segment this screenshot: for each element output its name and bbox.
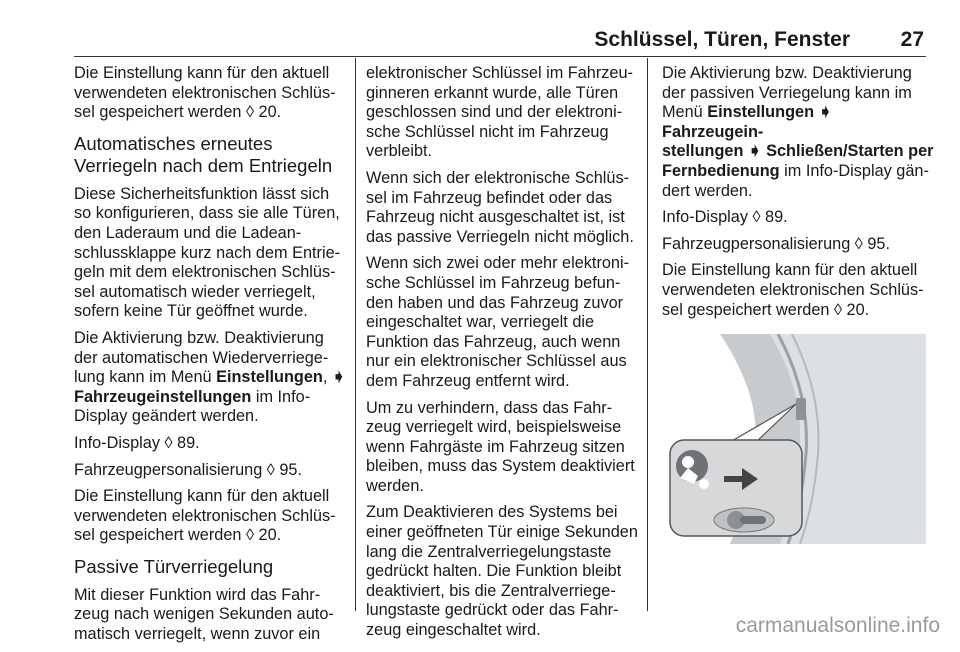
text-line: den haben und das Fahrzeug zuvor	[366, 293, 624, 312]
text-line: Info-Display ◊ 89.	[662, 208, 788, 227]
text-line: gedrückt halten. Die Funktion bleibt	[366, 562, 622, 581]
text-line: das passive Verriegeln nicht möglich.	[366, 227, 634, 246]
paragraph	[662, 235, 937, 255]
section-heading	[74, 556, 349, 578]
text-line: sel gespeichert werden ◊ 20.	[662, 300, 870, 319]
text-line: zeug verriegelt wird, beispielsweise	[366, 418, 622, 437]
text-line: sche Schlüssel im Fahrzeug befun-	[366, 273, 621, 292]
text-line: geln mit dem elektronischen Schlüs-	[74, 263, 336, 282]
paragraph	[74, 487, 349, 546]
text-line: sche Schlüssel nicht im Fahrzeug	[366, 122, 609, 141]
text-line: Fahrzeugpersonalisierung ◊ 95.	[662, 234, 890, 253]
text-line: bleiben, muss das System deaktiviert	[366, 457, 635, 476]
page-number: 27	[900, 28, 924, 51]
text-line: deaktiviert, bis die Zentralverriege-	[366, 581, 616, 600]
text-line: zeug nach wenigen Sekunden auto-	[74, 605, 334, 624]
paragraph	[366, 399, 641, 497]
paragraph	[366, 503, 641, 640]
text-line: sel automatisch wieder verriegelt,	[74, 282, 316, 301]
section-heading	[74, 133, 349, 177]
paragraph	[74, 434, 349, 454]
text-line: lung kann im Menü Einstellungen, ➧	[74, 368, 346, 387]
text-line: Die Aktivierung bzw. Deaktivierung	[662, 64, 912, 82]
text-line: stellungen ➧ Schließen/Starten per	[662, 142, 934, 161]
column-divider-1	[355, 58, 356, 611]
text-line: der automatischen Wiederverriege-	[74, 348, 329, 367]
column-divider-2	[647, 58, 648, 611]
text-line: Mit dieser Funktion wird das Fahr-	[74, 585, 321, 604]
paragraph	[74, 329, 349, 427]
text-line: Fahrzeugpersonalisierung ◊ 95.	[74, 460, 302, 479]
text-line: Fahrzeugeinstellungen im Info-	[74, 387, 311, 406]
text-line: Passive Türverriegelung	[74, 555, 274, 577]
paragraph	[74, 461, 349, 481]
text-line: Zum Deaktivieren des Systems bei	[366, 503, 618, 522]
paragraph	[366, 64, 641, 162]
paragraph	[662, 261, 937, 320]
paragraph	[662, 208, 937, 228]
text-line: Verriegeln nach dem Entriegeln	[74, 154, 333, 176]
text-line: den Laderaum und die Ladean-	[74, 223, 302, 242]
text-column-2	[366, 64, 641, 648]
text-line: Die Einstellung kann für den aktuell	[74, 487, 330, 506]
text-line: wenn Fahrgäste im Fahrzeug sitzen	[366, 437, 625, 456]
text-line: Die Einstellung kann für den aktuell	[662, 261, 918, 280]
text-line: Automatisches erneutes	[74, 132, 273, 154]
paragraph	[662, 64, 937, 201]
text-line: Um zu verhindern, dass das Fahr-	[366, 398, 613, 417]
paragraph	[74, 185, 349, 322]
text-line: Die Aktivierung bzw. Deaktivierung	[74, 328, 324, 347]
text-line: lang die Zentralverriegelungstaste	[366, 542, 612, 561]
text-line: zeug eingeschaltet wird.	[366, 621, 541, 640]
text-line: elektronischer Schlüssel im Fahrzeu-	[366, 64, 633, 82]
child-lock-illustration	[660, 334, 926, 544]
section-title: Schlüssel, Türen, Fenster	[594, 28, 850, 51]
text-line: matisch verriegelt, wenn zuvor ein	[74, 625, 321, 644]
text-line: schlussklappe kurz nach dem Entrie-	[74, 243, 341, 262]
text-line: Display geändert werden.	[74, 407, 259, 426]
paragraph	[366, 254, 641, 391]
text-line: Diese Sicherheitsfunktion lässt sich	[74, 184, 330, 203]
text-line: verwendeten elektronischen Schlüs-	[74, 83, 336, 102]
header-divider	[74, 56, 926, 57]
text-line: ginneren erkannt wurde, alle Türen	[366, 83, 619, 102]
watermark: carmanualsonline.info	[735, 614, 940, 637]
text-line: sofern keine Tür geöffnet wurde.	[74, 302, 308, 321]
text-line: der passiven Verriegelung kann im	[662, 83, 912, 102]
paragraph	[74, 64, 349, 123]
text-line: Fahrzeug nicht ausgeschaltet ist, ist	[366, 208, 625, 227]
text-column-1	[74, 64, 349, 652]
text-line: lungstaste gedrückt oder das Fahr-	[366, 601, 619, 620]
text-line: sel im Fahrzeug befindet oder das	[366, 188, 613, 207]
text-line: dem Fahrzeug entfernt wird.	[366, 371, 570, 390]
page-header	[0, 28, 960, 58]
text-line: Funktion das Fahrzeug, auch wenn	[366, 332, 621, 351]
text-line: verwendeten elektronischen Schlüs-	[662, 280, 924, 299]
text-line: sel gespeichert werden ◊ 20.	[74, 526, 282, 545]
text-line: so konfigurieren, dass sie alle Türen,	[74, 204, 340, 223]
text-line: Info-Display ◊ 89.	[74, 433, 200, 452]
text-line: sel gespeichert werden ◊ 20.	[74, 103, 282, 122]
text-line: verbleibt.	[366, 142, 433, 161]
text-line: Wenn sich der elektronische Schlüs-	[366, 168, 630, 187]
text-line: verwendeten elektronischen Schlüs-	[74, 506, 336, 525]
text-line: Fernbedienung im Info-Display gän-	[662, 161, 929, 180]
paragraph	[366, 169, 641, 247]
paragraph	[74, 586, 349, 645]
text-line: geschlossen sind und der elektroni-	[366, 103, 623, 122]
text-line: werden.	[366, 476, 424, 495]
text-line: Wenn sich zwei oder mehr elektroni-	[366, 254, 630, 273]
text-line: eingeschaltet war, verriegelt die	[366, 313, 595, 332]
text-line: einer geöffneten Tür einige Sekunden	[366, 523, 638, 542]
text-line: dert werden.	[662, 181, 753, 200]
text-line: nur ein elektronischer Schlüssel aus	[366, 352, 627, 371]
text-line: Menü Einstellungen ➧ Fahrzeugein-	[662, 103, 833, 141]
text-line: Die Einstellung kann für den aktuell	[74, 64, 330, 82]
